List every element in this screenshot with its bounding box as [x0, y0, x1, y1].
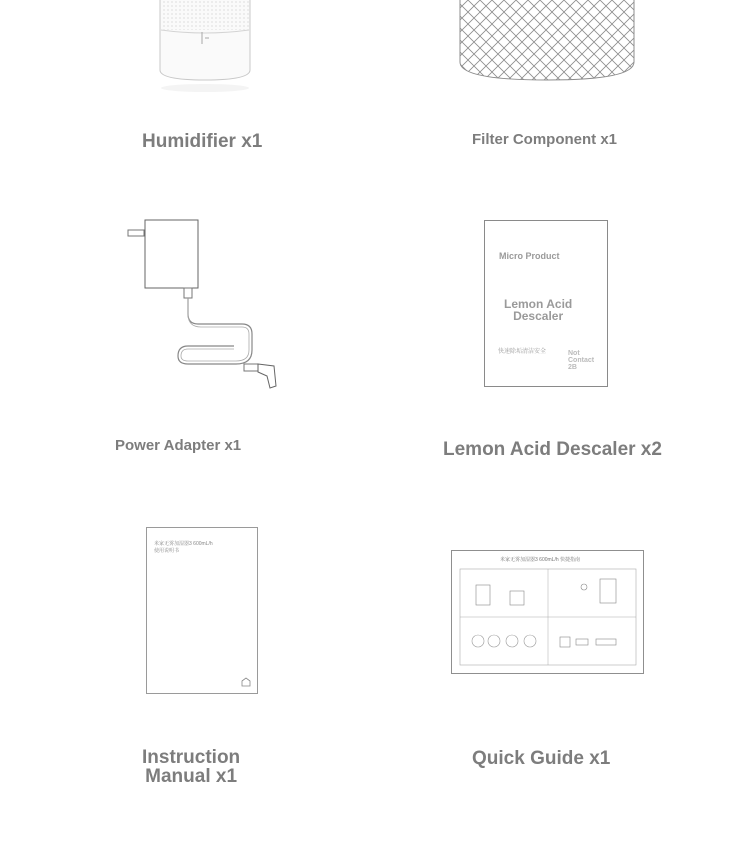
- lemon-acid-descaler-caption: Lemon Acid Descaler x2: [443, 439, 662, 460]
- power-adapter-caption: Power Adapter x1: [115, 437, 242, 454]
- quick-guide-illustration: [451, 550, 644, 674]
- manual-title-line1: 米家无雾加湿器3 600mL/h: [154, 541, 213, 547]
- descaler-small-text: 快速除垢清洁安全: [498, 349, 547, 355]
- quick-guide-title: 米家无雾加湿器3 600mL/h 快捷指南: [500, 557, 581, 563]
- instruction-manual-caption: Instruction Manual x1: [142, 747, 241, 787]
- descaler-brand: Micro Product: [499, 251, 560, 261]
- humidifier-caption: Humidifier x1: [142, 131, 263, 152]
- quick-guide-diagrams: [456, 567, 639, 667]
- manual-title-line2: 使用说明书: [154, 548, 180, 554]
- mi-home-logo-icon: [241, 677, 251, 687]
- filter-component-caption: Filter Component x1: [472, 131, 618, 148]
- humidifier-icon: [150, 0, 260, 95]
- descaler-warning: Not Contact 2B: [568, 350, 595, 371]
- humidifier-illustration: [150, 0, 260, 95]
- quick-guide-caption: Quick Guide x1: [472, 748, 611, 769]
- filter-component-illustration: [456, 0, 638, 86]
- power-adapter-icon: [124, 216, 284, 392]
- filter-component-icon: [456, 0, 638, 86]
- descaler-box: [484, 220, 608, 387]
- descaler-product-name: Lemon Acid Descaler: [504, 297, 573, 323]
- instruction-manual-illustration: [146, 527, 258, 694]
- power-adapter-illustration: [124, 216, 284, 392]
